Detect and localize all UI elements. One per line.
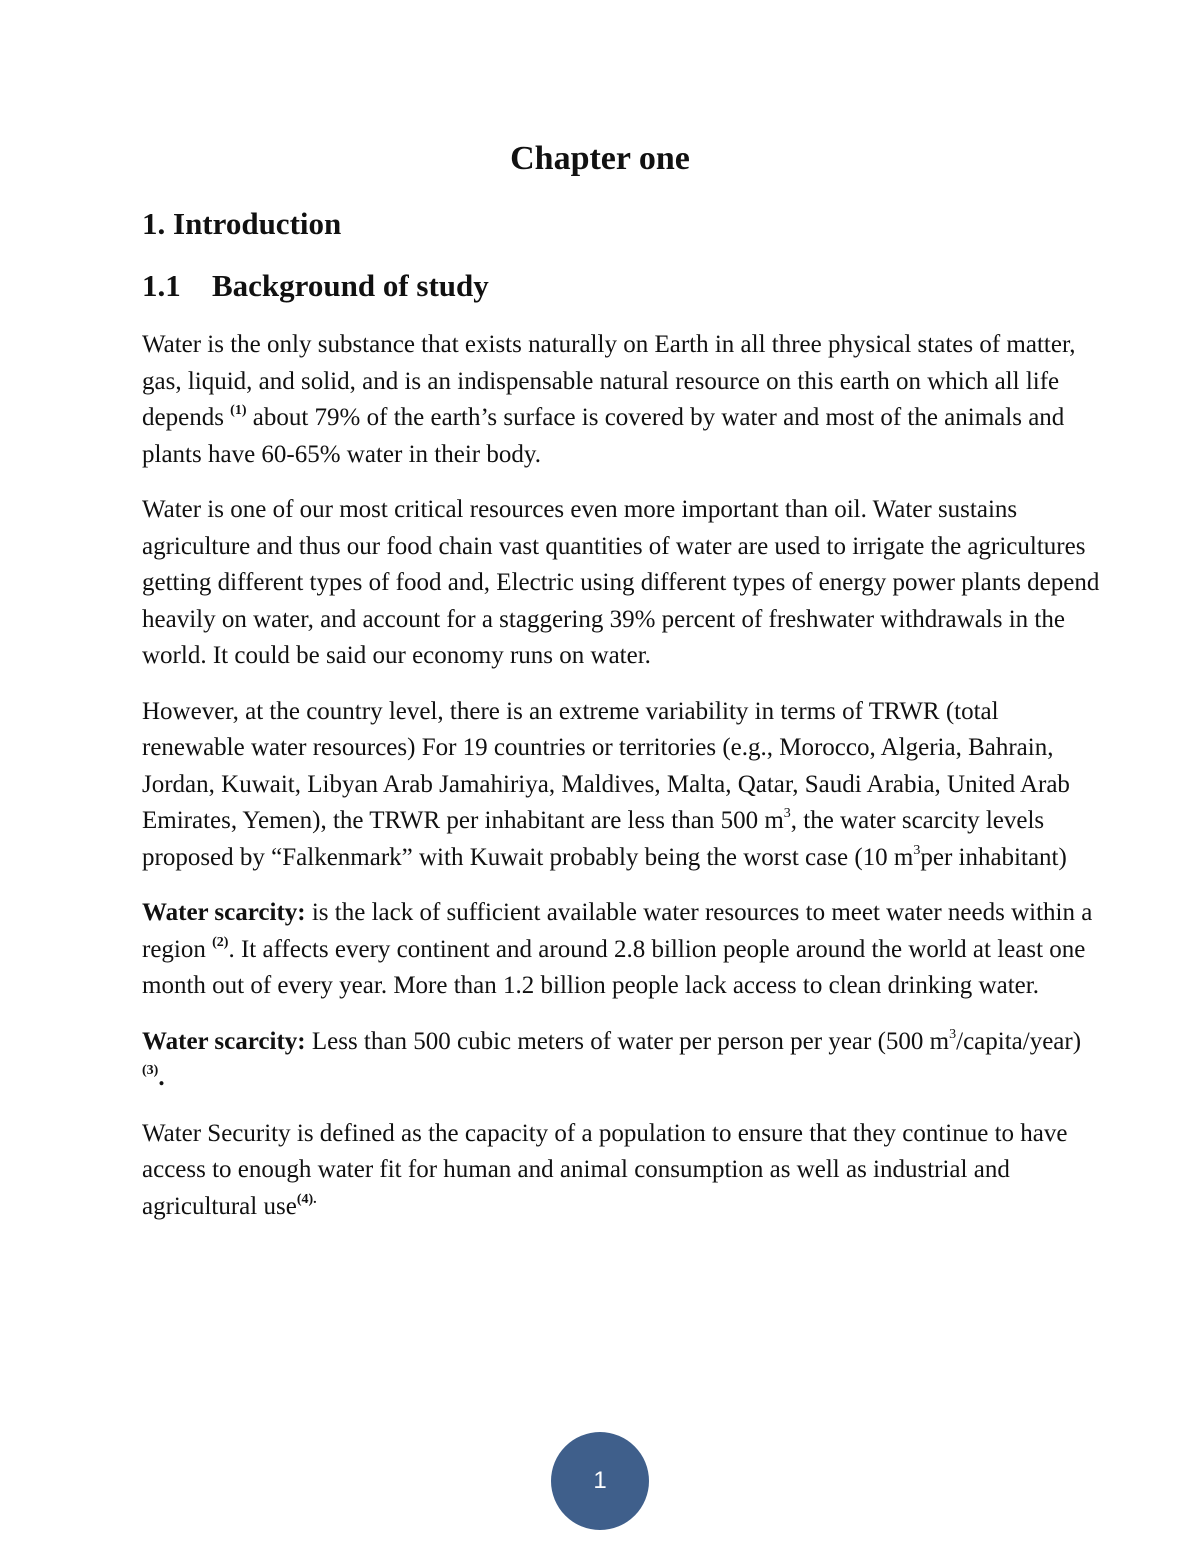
paragraph-2: Water is one of our most critical resources even more important than oil. Water sustains agriculture and thus our food chain vast quantities of water are used to irrigate the agricultures getting different types of food and, Electric using different types of energy power plants depend heavily on water, and account for a staggering 39% percent of freshwater withdrawals in the world. It could be said our economy runs on water.	[142, 496, 1100, 669]
p5-text-b: /capita/year)	[956, 1027, 1082, 1055]
p3-text-c: per inhabitant)	[920, 843, 1067, 871]
p3-text-b: , the water scarcity levels proposed by “Falkenmark” with Kuwait probably being the worst case (10 m	[142, 807, 1045, 871]
subsection-title: Background of study	[212, 268, 489, 303]
chapter-title: Chapter one	[510, 140, 690, 177]
p4-text-b: . It affects every continent and around 2.8 billion people around the world at least one month out of every year. More than 1.2 billion people lack access to clean drinking water.	[142, 935, 1086, 999]
reference-2: (2)	[212, 934, 229, 950]
p5-text-a: Less than 500 cubic meters of water per person per year (500 m	[305, 1027, 950, 1055]
subsection-heading-background	[142, 268, 489, 304]
p3-superscript-1: 3	[783, 806, 791, 821]
p4-text-a: is the lack of sufficient available water resources to meet water needs within a region	[142, 899, 1093, 963]
paragraph-4	[142, 895, 1102, 1005]
body-text	[142, 327, 1102, 1244]
p5-text-c: .	[158, 1064, 165, 1091]
paragraph-3	[142, 694, 1102, 877]
paragraph-5	[142, 1024, 1102, 1097]
p6-text-a: Water Security is defined as the capacity of a population to ensure that they continue to have access to enough water fit for human and animal consumption as well as industrial and agricultural use	[142, 1119, 1068, 1220]
p4-term: Water scarcity:	[142, 899, 306, 926]
page-number-badge: 1	[551, 1432, 649, 1530]
reference-1: (1)	[230, 403, 247, 418]
paragraph-6	[142, 1116, 1102, 1226]
section-heading-introduction: 1. Introduction	[142, 206, 342, 241]
subsection-number: 1.1	[142, 268, 181, 303]
p1-text-b: about 79% of the earth’s surface is covered by water and most of the animals and plants have 60-65% water in their body.	[142, 404, 1065, 468]
p5-term: Water scarcity:	[142, 1027, 306, 1055]
p5-superscript: 3	[949, 1026, 957, 1042]
p3-superscript-2: 3	[913, 842, 921, 858]
reference-4: (4).	[296, 1191, 317, 1207]
p1-text-a: Water is the only substance that exists naturally on Earth in all three physical states of matter, gas, liquid, and solid, and is an indispensable natural resource on this earth on which all life depends	[142, 331, 1076, 431]
p3-text-a: However, at the country level, there is an extreme variability in terms of TRWR (total renewable water resources) For 19 countries or territories (e.g., Morocco, Algeria, Bahrain, Jordan, Kuwait, Libyan Arab Jamahiriya, Maldives, Malta, Qatar, Saudi Arabia, United Arab Emirates, Yemen), the TRWR per inhabitant are less than 500 m	[142, 697, 1070, 834]
paragraph-1	[142, 327, 1102, 473]
reference-3: (3)	[142, 1063, 159, 1078]
